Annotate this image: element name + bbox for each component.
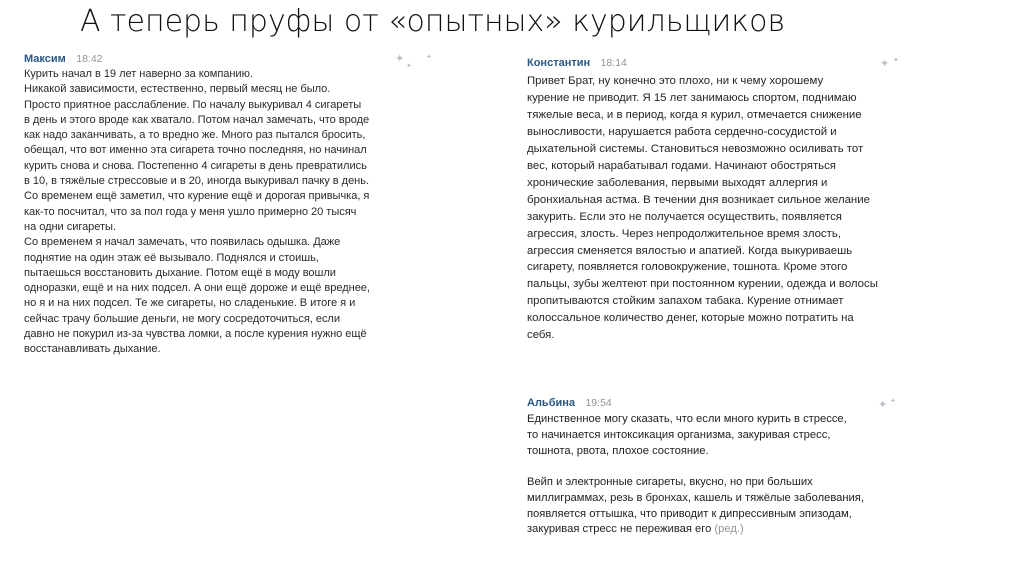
author-name[interactable]: Константин bbox=[527, 57, 591, 69]
message-header bbox=[527, 394, 907, 410]
message-line: дыхательной системы. Становиться невозможно осиливать тот bbox=[527, 142, 864, 155]
message-time[interactable]: 18:42 bbox=[76, 53, 103, 65]
slide-title: А теперь пруфы от «опытных» курильщиков bbox=[80, 4, 786, 39]
message-body bbox=[527, 73, 937, 344]
message-line: но я и на них подсел. Те же сигареты, но сладенькие. В итоге я и bbox=[24, 297, 356, 310]
message-line: бронхиальная астма. В течении дня возникает сильное желание bbox=[527, 193, 870, 206]
message-line: в день и этого вроде как хватало. Потом начал замечать, что вроде bbox=[24, 113, 370, 126]
message-line: тошнота, рвота, плохое состояние. bbox=[527, 444, 709, 457]
sparkle-icon: ✦ bbox=[878, 399, 888, 411]
message-line: курить снова и снова. Постепенно 4 сигареты в день превратились bbox=[24, 159, 367, 172]
message-line: Со временем я начал замечать, что появилась одышка. Даже bbox=[24, 236, 341, 249]
message-maksim bbox=[24, 50, 432, 358]
message-line: колоссальное количество денег, которые можно потратить на bbox=[527, 312, 854, 325]
message-line: пропитываются стойким запахом табака. Курение отнимает bbox=[527, 295, 844, 308]
message-line: Просто приятное расслабление. По началу выкуривал 4 сигареты bbox=[24, 98, 362, 111]
message-konstantin bbox=[527, 54, 937, 344]
message-line: миллиграммах, резь в бронхах, кашель и тяжёлые заболевания, bbox=[527, 491, 864, 504]
message-time[interactable]: 19:54 bbox=[585, 397, 612, 409]
message-line: поднятие на один этаж её вызывало. Поднялся и стоишь, bbox=[24, 251, 319, 264]
message-line: сейчас трачу большие деньги, не могу сосредоточиться, если bbox=[24, 312, 340, 325]
message-line: курение не приводит. Я 15 лет занимаюсь спортом, поднимаю bbox=[527, 91, 857, 104]
message-line: вес, который нарабатывал годами. Начинают обостряться bbox=[527, 159, 836, 172]
paragraph-spacer bbox=[527, 460, 907, 475]
message-line: в 10, в тяжёлые стрессовые и в 20, иногда выкуривал пачку в день. bbox=[24, 175, 369, 188]
message-line: на одни сигареты. bbox=[24, 220, 116, 233]
message-line: одноразки, ещё и на них подсел. А они ещё дороже и ещё вреднее, bbox=[24, 282, 370, 295]
message-time[interactable]: 18:14 bbox=[600, 57, 627, 69]
sparkle-icon: ✦ bbox=[893, 57, 899, 64]
message-line: Курить начал в 19 лет наверно за компанию. bbox=[24, 68, 253, 80]
message-body bbox=[527, 412, 907, 538]
sparkle-icon: ✦ bbox=[890, 398, 896, 405]
message-line: обещал, что вот именно эта сигарета точно последняя, но начинал bbox=[24, 144, 367, 157]
sparkle-icon: ✦ bbox=[406, 63, 412, 70]
message-line: Единственное могу сказать, что если много курить в стрессе, bbox=[527, 413, 847, 425]
message-line: себя. bbox=[527, 329, 555, 342]
message-line: агрессия, злость. Через непродолжительное время злость, bbox=[527, 227, 841, 240]
message-line: закурить. Если это не получается осуществить, появляется bbox=[527, 210, 842, 223]
message-line: хронические заболевания, первыми выходят аллергия и bbox=[527, 176, 828, 189]
message-line: Привет Брат, ну конечно это плохо, ни к чему хорошему bbox=[527, 75, 824, 87]
message-line: давно не покурил из-за чувства ломки, а после курения нужно ещё bbox=[24, 328, 367, 341]
message-header bbox=[24, 50, 432, 66]
message-line: появляется оттышка, что приводит к дипрессивным эпизодам, bbox=[527, 507, 852, 520]
message-line: Вейп и электронные сигареты, вкусно, но при больших bbox=[527, 475, 813, 488]
message-line: пытаешься восстановить дыхание. Потом ещё в моду вошли bbox=[24, 266, 336, 279]
sparkle-icon: ✦ bbox=[880, 58, 890, 70]
message-line: агрессия сменяется вялостью и апатией. Когда выкуриваешь bbox=[527, 244, 853, 257]
message-line: Никакой зависимости, естественно, первый месяц не было. bbox=[24, 83, 331, 96]
sparkle-icon: ✦ bbox=[395, 53, 405, 65]
message-last-text: закуривая стресс не переживая его bbox=[527, 523, 712, 536]
author-name[interactable]: Альбина bbox=[527, 397, 576, 409]
edited-label[interactable]: (ред.) bbox=[714, 523, 744, 536]
message-line: тяжелые веса, и в период, когда я курил, отмечается снижение bbox=[527, 108, 862, 121]
message-line: восстанавливать дыхание. bbox=[24, 343, 161, 356]
message-line: выносливости, нарушается работа сердечно-сосудистой и bbox=[527, 125, 837, 138]
message-albina bbox=[527, 394, 907, 538]
message-body bbox=[24, 67, 432, 358]
message-header bbox=[527, 54, 937, 70]
message-line: как надо заканчивать, а то вредно же. Много раз пытался бросить, bbox=[24, 129, 366, 142]
message-line: Со временем ещё заметил, что курение ещё и дорогая привычка, я bbox=[24, 190, 370, 203]
author-name[interactable]: Максим bbox=[24, 53, 66, 65]
message-line: то начинается интоксикация организма, закуривая стресс, bbox=[527, 428, 831, 441]
message-line: как-то посчитал, что за пол года у меня ушло примерно 20 тысяч bbox=[24, 205, 357, 218]
message-line-last bbox=[527, 522, 907, 538]
message-line: сигарету, появляется головокружение, тошнота. Кроме этого bbox=[527, 261, 848, 274]
message-line: пальцы, зубы желтеют при постоянном курении, одежда и волосы bbox=[527, 278, 878, 291]
sparkle-icon: ✦ bbox=[426, 54, 432, 61]
